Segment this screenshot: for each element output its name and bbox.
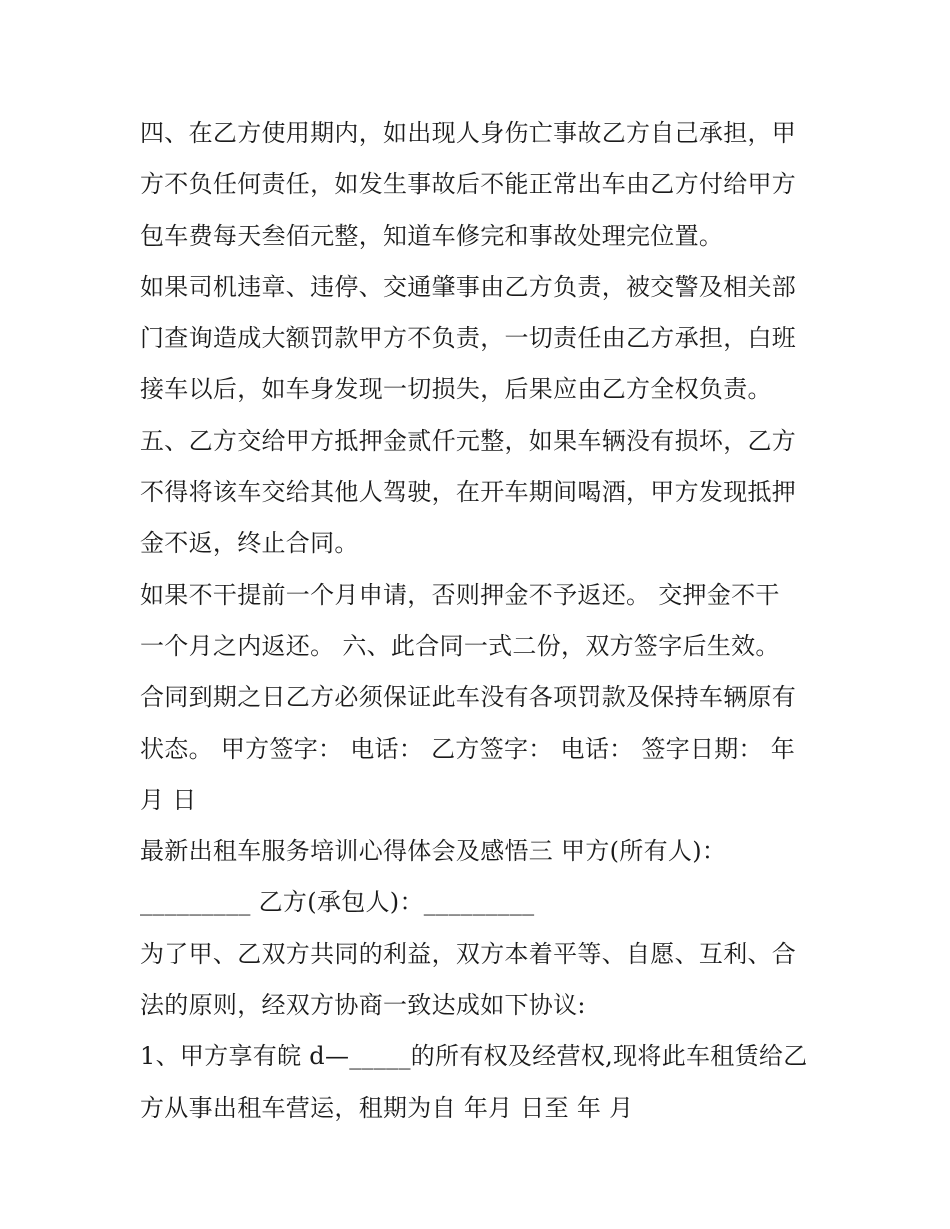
text-line: 为了甲、乙双方共同的利益，双方本着平等、自愿、互利、合 bbox=[140, 939, 797, 968]
text-line: 如果司机违章、违停、交通肇事由乙方负责，被交警及相关部 bbox=[140, 272, 797, 301]
section-heading-line: 最新出租车服务培训心得体会及感悟三 甲方(所有人)： bbox=[140, 837, 727, 866]
text-line: 接车以后，如车身发现一切损失，后果应由乙方全权负责。 bbox=[140, 375, 772, 404]
text-line: 如果不干提前一个月申请，否则押金不予返还。 交押金不干 bbox=[140, 580, 780, 609]
text-line: 合同到期之日乙方必须保证此车没有各项罚款及保持车辆原有 bbox=[140, 683, 797, 712]
text-line: 五、乙方交给甲方抵押金贰仟元整，如果车辆没有损坏，乙方 bbox=[140, 426, 797, 455]
text-line: 金不返，终止合同。 bbox=[140, 529, 359, 558]
text-line: 四、在乙方使用期内，如出现人身伤亡事故乙方自己承担，甲 bbox=[140, 119, 797, 147]
party-blank-line: _________ 乙方(承包人)：_________ bbox=[140, 888, 535, 917]
text-line: 方不负任何责任，如发生事故后不能正常出车由乙方付给甲方 bbox=[140, 170, 797, 199]
clause-line: 1、甲方享有皖 d—_____的所有权及经营权,现将此车租赁给乙 bbox=[140, 1042, 808, 1071]
text-line: 法的原则，经双方协商一致达成如下协议: bbox=[140, 991, 586, 1020]
text-line: 一个月之内返还。 六、此合同一式二份，双方签字后生效。 bbox=[140, 631, 780, 660]
document-body bbox=[140, 108, 830, 1134]
text-line: 包车费每天叁佰元整，知道车修完和事故处理完位置。 bbox=[140, 221, 724, 250]
text-line: 门查询造成大额罚款甲方不负责，一切责任由乙方承担，白班 bbox=[140, 324, 797, 353]
signature-date-line: 月 日 bbox=[140, 785, 197, 814]
text-line: 不得将该车交给其他人驾驶，在开车期间喝酒，甲方发现抵押 bbox=[140, 478, 797, 507]
clause-line: 方从事出租车营运，租期为自 年月 日至 年 月 bbox=[140, 1093, 634, 1122]
signature-line: 状态。 甲方签字： 电话： 乙方签字： 电话： 签字日期： 年 bbox=[140, 734, 796, 763]
